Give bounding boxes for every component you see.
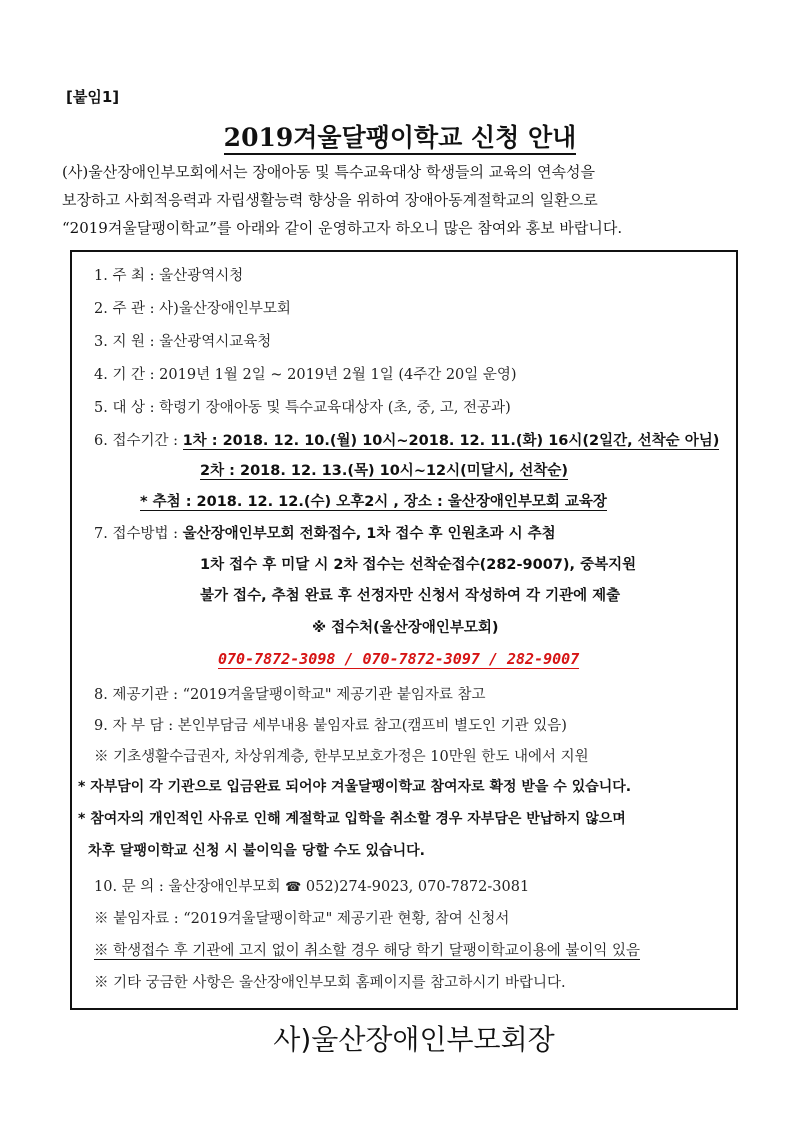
method-line-3: 불가 접수, 추첨 완료 후 선정자만 신청서 작성하여 각 기관에 제출 <box>200 588 621 604</box>
intro-line-3: “2019겨울달팽이학교”를 아래와 같이 운영하고자 하오니 많은 참여와 홍보 바랍니다. <box>62 219 623 237</box>
item-host: 1. 주 최 : 울산광역시청 <box>94 268 244 284</box>
document-title <box>0 118 800 154</box>
attachment-label: [붙임1] <box>66 88 120 106</box>
item-support: 3. 지 원 : 울산광역시교육청 <box>94 334 272 350</box>
homepage-note: ※ 기타 궁금한 사항은 울산장애인부모회 홈페이지를 참고하시기 바랍니다. <box>94 975 566 991</box>
notice-line-1: * 자부담이 각 기관으로 입금완료 되어야 겨울달팽이학교 참여자로 확정 받을 수 있습니다. <box>78 779 632 795</box>
method-line-2: 1차 접수 후 미달 시 2차 접수는 선착순접수(282-9007), 중복지원 <box>200 557 637 573</box>
item-method <box>94 522 556 543</box>
footer-text: 사)울산장애인부모회장 <box>273 1023 555 1056</box>
item-inquiry <box>94 875 529 896</box>
fee-note: ※ 기초생활수급권자, 차상위계층, 한부모보호가정은 10만원 한도 내에서 지원 <box>94 749 589 765</box>
intro-line-2: 보장하고 사회적응력과 자립생활능력 향상을 위하여 장애아동계절학교의 일환으로 <box>62 191 598 209</box>
reception-round-2: 2차 : 2018. 12. 13.(목) 10시~12시(미달시, 선착순) <box>200 463 569 479</box>
reception-round-1: 1차 : 2018. 12. 10.(월) 10시~2018. 12. 11.(화) 16시(2일간, 선착순 아님) <box>182 433 720 449</box>
notice-line-2: * 참여자의 개인적인 사유로 인해 계절학교 입학을 취소할 경우 자부담은 반납하지 않으며 <box>78 811 626 827</box>
item-fee: 9. 자 부 담 : 본인부담금 세부내용 붙임자료 참고(캠프비 별도인 기관 있음) <box>94 718 567 734</box>
contact-phones: 070-7872-3098 / 070-7872-3097 / 282-9007 <box>218 650 580 668</box>
lottery-row <box>140 490 607 511</box>
details-box <box>70 250 738 1010</box>
inquiry-numbers: 052)274-9023, 070-7872-3081 <box>301 879 530 895</box>
item-provider: 8. 제공기관 : “2019겨울달팽이학교" 제공기관 붙임자료 참고 <box>94 687 486 703</box>
item-reception <box>94 429 719 450</box>
inquiry-label: 10. 문 의 : 울산장애인부모회 <box>94 879 286 895</box>
reception-round-2-row <box>200 459 568 480</box>
contact-heading: ※ 접수처(울산장애인부모회) <box>312 620 499 636</box>
reception-label: 6. 접수기간 : <box>94 433 183 449</box>
title-text: 2019겨울달팽이학교 신청 안내 <box>224 123 577 155</box>
footer-signature <box>0 1018 800 1058</box>
lottery-info: * 추첨 : 2018. 12. 12.(수) 오후2시 , 장소 : 울산장애인부모회 교육장 <box>140 494 607 510</box>
cancel-notice: ※ 학생접수 후 기관에 고지 없이 취소할 경우 해당 학기 달팽이학교이용에 불이익 있음 <box>94 943 641 959</box>
item-period: 4. 기 간 : 2019년 1월 2일 ~ 2019년 2월 1일 (4주간 20일 운영) <box>94 367 517 383</box>
method-label: 7. 접수방법 : <box>94 526 183 542</box>
intro-line-1: (사)울산장애인부모회에서는 장애아동 및 특수교육대상 학생들의 교육의 연속성을 <box>62 163 595 181</box>
item-organizer: 2. 주 관 : 사)울산장애인부모회 <box>94 301 291 317</box>
item-target: 5. 대 상 : 학령기 장애아동 및 특수교육대상자 (초, 중, 고, 전공과) <box>94 400 511 416</box>
phone-icon: ☎ <box>285 880 302 895</box>
notice-line-3: 차후 달팽이학교 신청 시 불이익을 당할 수도 있습니다. <box>88 843 425 859</box>
method-line-1: 울산장애인부모회 전화접수, 1차 접수 후 인원초과 시 추첨 <box>182 526 556 542</box>
contact-phones-row <box>218 650 579 668</box>
cancel-notice-row <box>94 939 640 960</box>
attachments-note: ※ 붙임자료 : “2019겨울달팽이학교" 제공기관 현황, 참여 신청서 <box>94 911 510 927</box>
